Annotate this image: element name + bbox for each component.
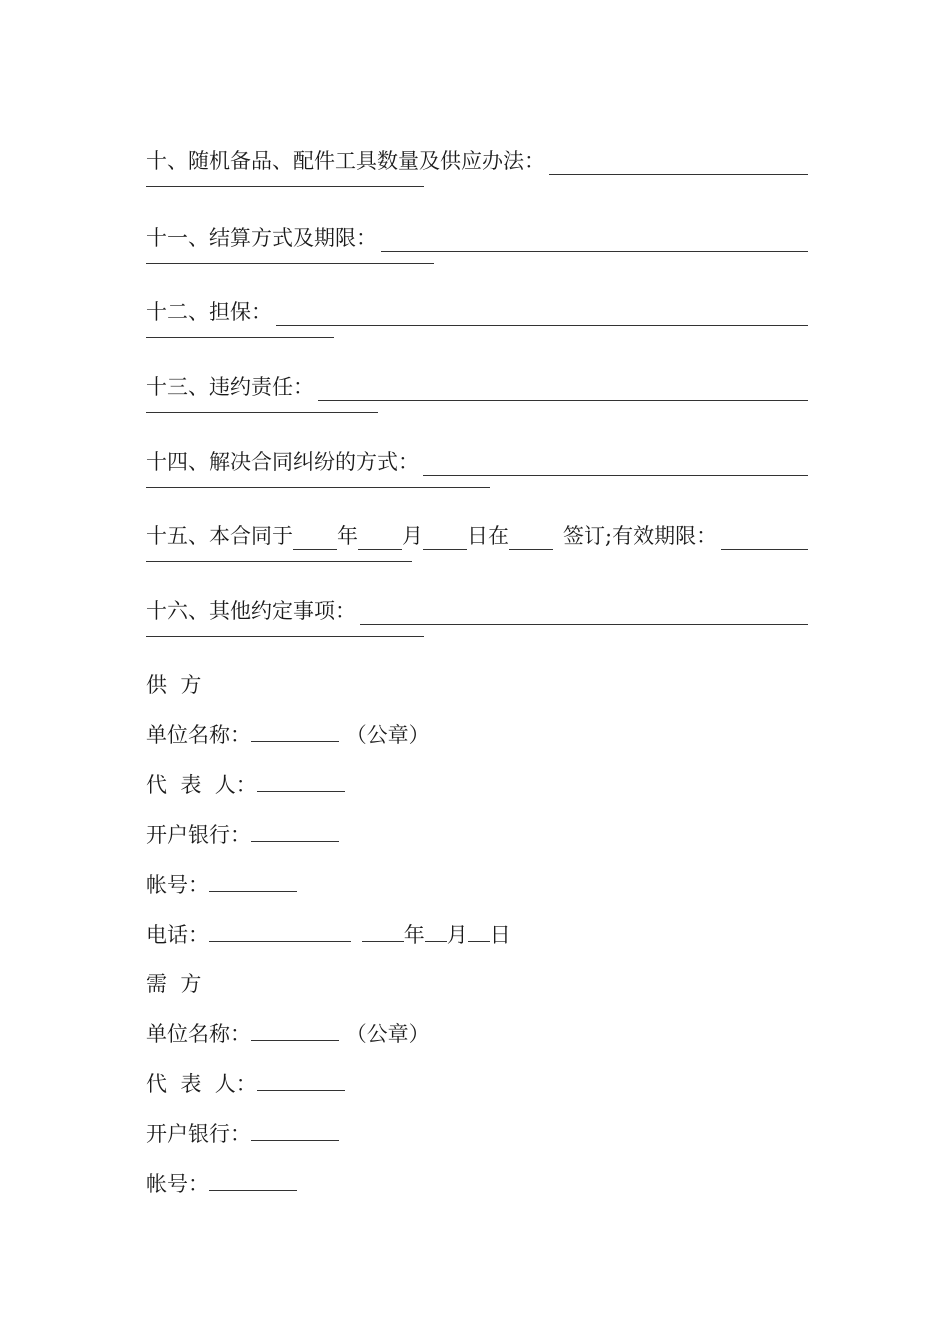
clause-13 <box>146 373 808 413</box>
supplier-bank-row <box>146 821 339 849</box>
supplier-date-day-label: 日 <box>489 923 511 947</box>
buyer-account-label: 帐号： <box>146 1172 209 1196</box>
clause-15-month-blank[interactable] <box>358 529 402 550</box>
clause-13-blank[interactable] <box>318 380 808 401</box>
supplier-unit-name-label: 单位名称： <box>146 723 251 747</box>
supplier-phone-label: 电话： <box>146 923 209 947</box>
clause-15 <box>146 522 808 562</box>
clause-16 <box>146 597 808 637</box>
supplier-phone-row <box>146 921 511 949</box>
clause-12-label: 十二、担保： <box>146 300 272 324</box>
clause-12 <box>146 298 808 338</box>
buyer-unit-name-row <box>146 1020 430 1048</box>
supplier-bank-label: 开户银行： <box>146 823 251 847</box>
supplier-heading-text: 供 方 <box>146 673 202 697</box>
clause-13-blank-continuation[interactable] <box>146 411 378 413</box>
supplier-account-row <box>146 871 297 899</box>
supplier-unit-name-blank[interactable] <box>251 721 339 742</box>
clause-11 <box>146 224 808 264</box>
clause-11-blank-continuation[interactable] <box>146 262 434 264</box>
supplier-date-month-label: 月 <box>446 923 468 947</box>
buyer-bank-label: 开户银行： <box>146 1122 251 1146</box>
buyer-seal-label: （公章） <box>345 1022 430 1046</box>
clause-15-year-blank[interactable] <box>293 529 337 550</box>
clause-15-label: 十五、本合同于 <box>146 524 293 548</box>
supplier-date-day-blank[interactable] <box>468 921 490 942</box>
clause-16-label: 十六、其他约定事项： <box>146 599 356 623</box>
clause-11-label: 十一、结算方式及期限： <box>146 226 377 250</box>
clause-15-day-label: 日在 <box>467 524 509 548</box>
supplier-representative-blank[interactable] <box>257 771 345 792</box>
buyer-bank-row <box>146 1120 339 1148</box>
supplier-account-label: 帐号： <box>146 873 209 897</box>
clause-13-label: 十三、违约责任： <box>146 375 314 399</box>
supplier-bank-blank[interactable] <box>251 821 339 842</box>
clause-15-year-label: 年 <box>337 524 358 548</box>
clause-15-month-label: 月 <box>402 524 423 548</box>
buyer-heading <box>146 970 201 998</box>
clause-16-blank[interactable] <box>360 604 808 625</box>
supplier-phone-blank[interactable] <box>209 921 351 942</box>
buyer-account-row <box>146 1170 297 1198</box>
clause-15-blank-continuation[interactable] <box>146 560 412 562</box>
clause-11-blank[interactable] <box>381 231 808 252</box>
clause-15-validity-blank[interactable] <box>721 529 808 550</box>
supplier-date-year-blank[interactable] <box>362 921 404 942</box>
clause-12-blank-continuation[interactable] <box>146 336 334 338</box>
clause-10 <box>146 147 808 187</box>
clause-14-blank[interactable] <box>423 455 808 476</box>
clause-10-blank[interactable] <box>549 154 808 175</box>
supplier-representative-label: 代 表 人： <box>146 773 257 797</box>
buyer-representative-label: 代 表 人： <box>146 1072 257 1096</box>
clause-10-blank-continuation[interactable] <box>146 185 424 187</box>
clause-16-blank-continuation[interactable] <box>146 635 424 637</box>
buyer-representative-row <box>146 1070 345 1098</box>
clause-10-label: 十、随机备品、配件工具数量及供应办法： <box>146 149 545 173</box>
supplier-representative-row <box>146 771 345 799</box>
buyer-account-blank[interactable] <box>209 1170 297 1191</box>
supplier-heading <box>146 671 201 699</box>
clause-14-label: 十四、解决合同纠纷的方式： <box>146 450 419 474</box>
supplier-unit-name-row <box>146 721 430 749</box>
buyer-unit-name-label: 单位名称： <box>146 1022 251 1046</box>
supplier-seal-label: （公章） <box>345 723 430 747</box>
clause-14 <box>146 448 808 488</box>
clause-15-place-blank[interactable] <box>509 529 553 550</box>
supplier-account-blank[interactable] <box>209 871 297 892</box>
buyer-heading-text: 需 方 <box>146 972 202 996</box>
supplier-date-year-label: 年 <box>403 923 425 947</box>
supplier-date-month-blank[interactable] <box>425 921 447 942</box>
clause-14-blank-continuation[interactable] <box>146 486 490 488</box>
buyer-bank-blank[interactable] <box>251 1120 339 1141</box>
clause-12-blank[interactable] <box>276 305 808 326</box>
clause-15-day-blank[interactable] <box>423 529 467 550</box>
buyer-representative-blank[interactable] <box>257 1070 345 1091</box>
buyer-unit-name-blank[interactable] <box>251 1020 339 1041</box>
clause-15-signed-label: 签订;有效期限： <box>563 524 718 548</box>
